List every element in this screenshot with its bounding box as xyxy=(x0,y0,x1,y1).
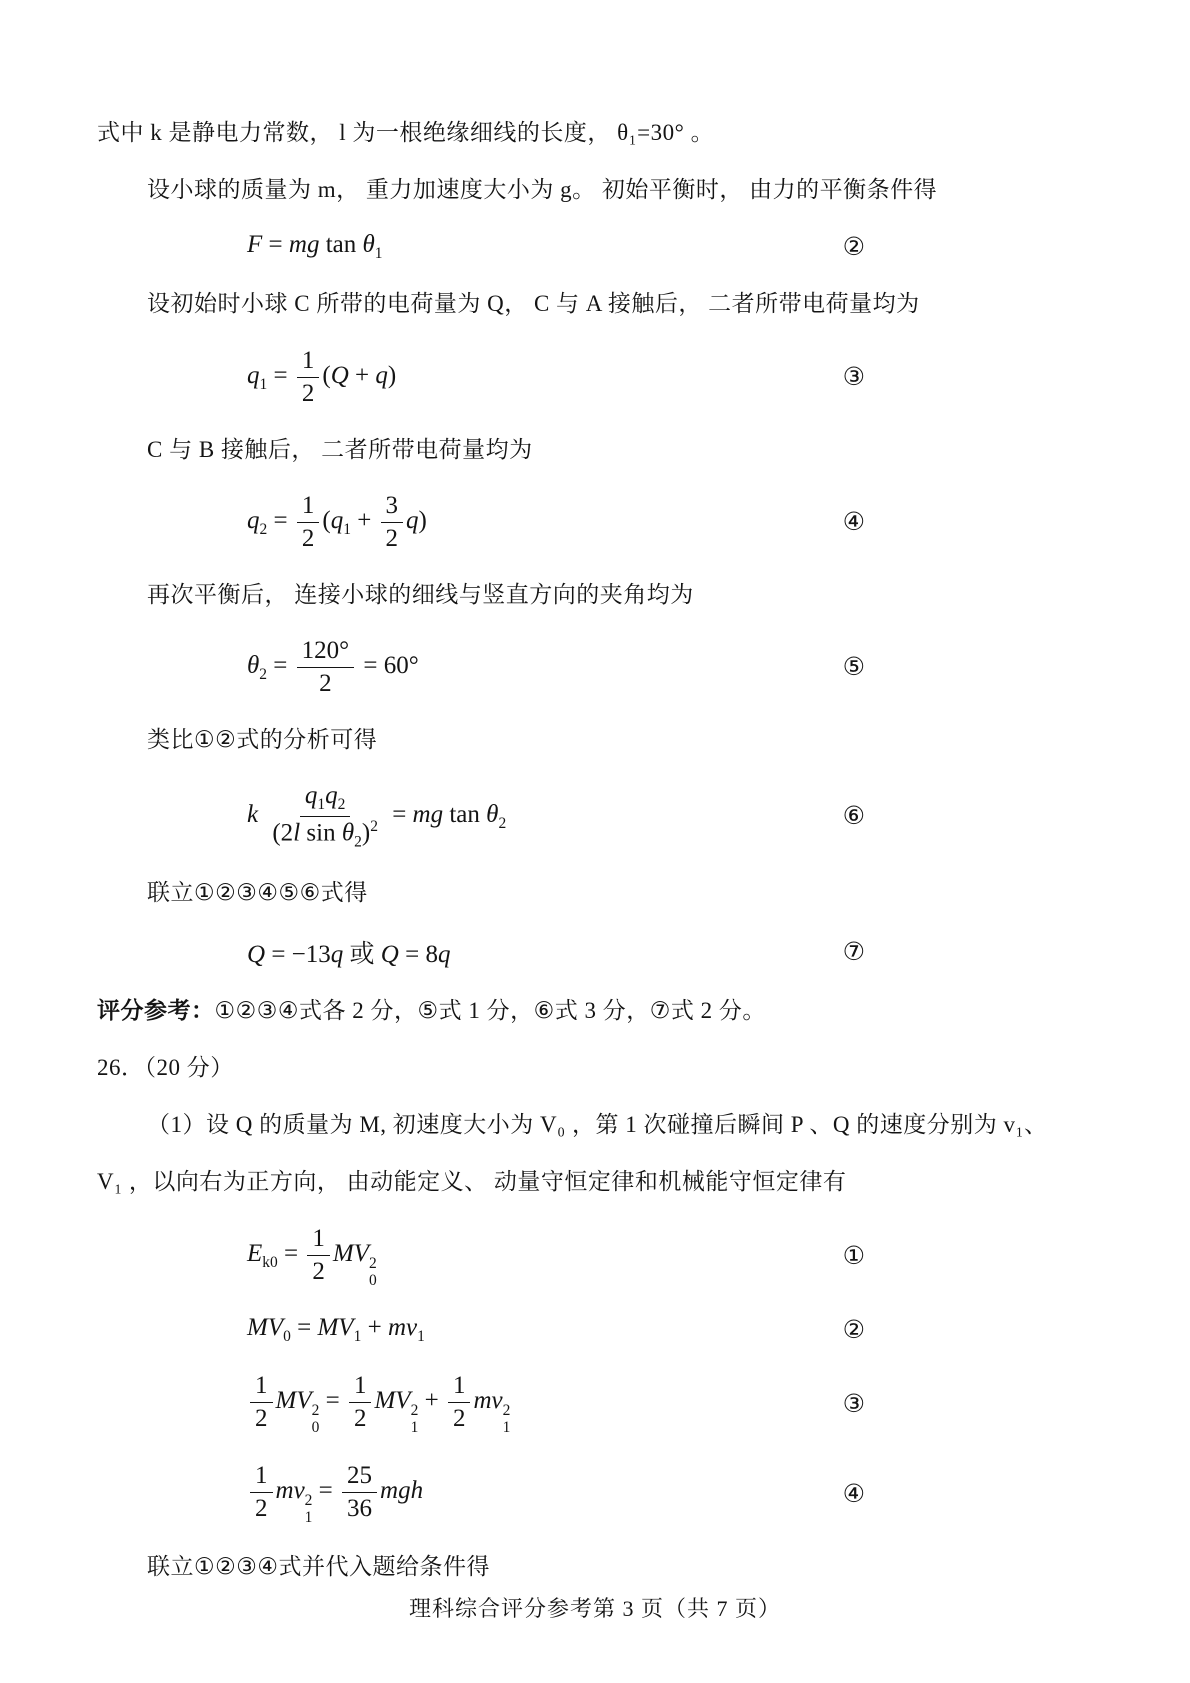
paragraph-combine-26: 联立①②③④式并代入题给条件得 xyxy=(147,1554,490,1580)
equation-row-momentum xyxy=(247,1314,865,1346)
scoring-text: ①②③④式各 2 分，⑤式 1 分，⑥式 3 分，⑦式 2 分。 xyxy=(214,997,766,1023)
equation-force-balance: F = mg $\tan \theta_1$ xyxy=(247,231,383,263)
equation-number: ⑤ xyxy=(842,654,865,682)
scoring-label: 评分参考： xyxy=(97,997,215,1023)
equation-row-theta2 xyxy=(247,636,865,699)
question-26-header: 26．（20 分） xyxy=(97,1055,234,1081)
equation-theta2: $\theta_2$ = $\frac{120^\circ}{2}$ = 60° xyxy=(247,636,419,697)
equation-kinetic-energy: $E_{k0}$ = $\frac{1}{2}$ MV 2 0 xyxy=(247,1224,377,1289)
equation-q1: $q_1$ = $\frac{1}{2}$ (Q + q) xyxy=(247,346,397,407)
equation-number: ⑦ xyxy=(842,938,865,966)
paragraph-combine-25: 联立①②③④⑤⑥式得 xyxy=(147,879,368,905)
paragraph-26-setup-line1: （1）设 Q 的质量为 M, 初速度大小为 V₀ ，第 1 次碰撞后瞬间 P 、Q 的速度分别为 v₁、 xyxy=(147,1112,1048,1138)
equation-number: ③ xyxy=(842,1390,865,1418)
equation-number: ② xyxy=(842,1316,865,1344)
paragraph-scoring xyxy=(97,995,1095,1027)
equation-energy-conservation: $\frac{1}{2}$ MV 2 0 = $\frac{1}{2}$ MV 2 1 + $\frac{1}{2}$ mv 2 1 xyxy=(247,1371,510,1436)
equation-number: ④ xyxy=(842,509,865,537)
equation-q2: $q_2$ = $\frac{1}{2}$ ($q_1$ + $\frac{3}{2}$ q) xyxy=(247,491,427,552)
equation-row-q2 xyxy=(247,491,865,554)
paragraph-setup-mass: 设小球的质量为 m， 重力加速度大小为 g。 初始平衡时， 由力的平衡条件得 xyxy=(147,177,938,203)
equation-number: ④ xyxy=(842,1480,865,1508)
paragraph-contact-b: C 与 B 接触后， 二者所带电荷量均为 xyxy=(147,436,533,462)
paragraph-constants: 式中 k 是静电力常数， l 为一根绝缘细线的长度， θ₁=30° 。 xyxy=(97,120,715,145)
paragraph-26-setup-line2: V₁ ，以向右为正方向， 由动能定义、 动量守恒定律和机械能守恒定律有 xyxy=(97,1169,847,1195)
equation-number: ① xyxy=(842,1243,865,1271)
paragraph-analogy: 类比①②式的分析可得 xyxy=(147,726,378,752)
paragraph-rebalance: 再次平衡后， 连接小球的细线与竖直方向的夹角均为 xyxy=(147,581,694,607)
equation-row-Q-result xyxy=(247,934,865,970)
equation-row-q1 xyxy=(247,346,865,409)
equation-momentum: $MV_0 = MV_1 + mv_1$ xyxy=(247,1313,425,1345)
equation-number: ② xyxy=(842,234,865,262)
equation-row-force-balance xyxy=(247,231,865,263)
equation-number: ③ xyxy=(842,364,865,392)
equation-row-kinetic-energy xyxy=(247,1224,865,1289)
equation-Q-result: Q = −13q 或 Q = 8q xyxy=(247,940,451,968)
page-footer: 理科综合评分参考第 3 页（共 7 页） xyxy=(408,1596,781,1621)
equation-row-energy-conservation xyxy=(247,1371,865,1436)
equation-coulomb: k $\frac{q_1q_2}{(2l \sin \theta_2)^2}$ = mg $\tan \theta_2$ xyxy=(247,782,507,851)
paragraph-initial-charge: 设初始时小球 C 所带的电荷量为 Q， C 与 A 接触后， 二者所带电荷量均为 xyxy=(147,291,920,317)
equation-number: ⑥ xyxy=(842,803,865,831)
equation-row-coulomb xyxy=(247,781,865,852)
equation-row-height-energy xyxy=(247,1461,865,1526)
equation-height-energy: $\frac{1}{2}$ mv 2 1 = $\frac{25}{36}$ mgh xyxy=(247,1461,423,1526)
